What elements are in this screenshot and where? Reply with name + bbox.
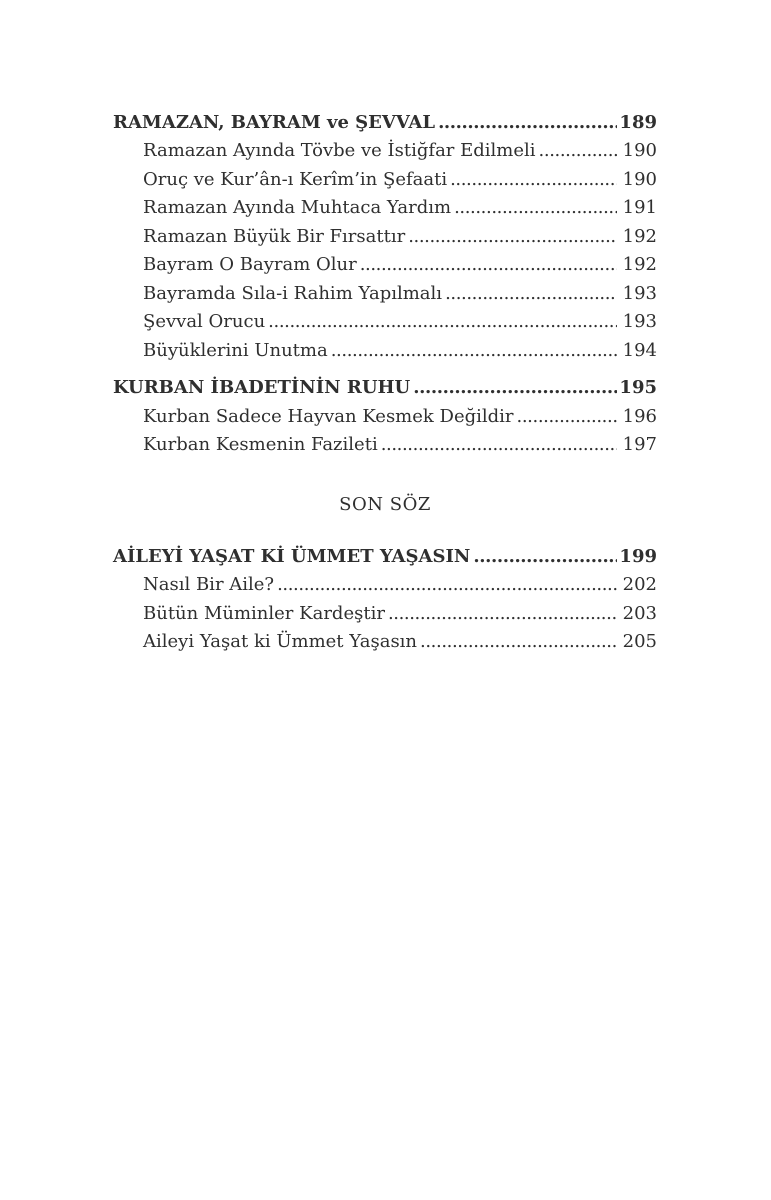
- toc-page-number: 197: [622, 433, 657, 455]
- toc-leader-dots: [360, 251, 617, 279]
- toc-leader-dots: [420, 628, 617, 656]
- toc-entry-title: AİLEYİ YAŞAT Kİ ÜMMET YAŞASIN: [113, 545, 471, 567]
- toc-leader-dots: [268, 308, 616, 336]
- toc-entry-title: KURBAN İBADETİNİN RUHU: [113, 377, 411, 399]
- toc-entry-title: Bütün Müminler Kardeştir: [143, 602, 385, 624]
- toc-leader-dots: [438, 109, 617, 137]
- toc-entry: [113, 337, 657, 365]
- toc-entry-title: Büyüklerini Unutma: [143, 339, 328, 361]
- toc-entry-title: Kurban Kesmenin Fazileti: [143, 433, 378, 455]
- toc-entry: [113, 543, 657, 571]
- toc-page-number: 190: [622, 140, 657, 162]
- toc-entry: [113, 166, 657, 194]
- toc-page-number: 196: [622, 405, 657, 427]
- toc-entry: [113, 223, 657, 251]
- toc-page-number: 190: [622, 168, 657, 190]
- toc-entry-title: RAMAZAN, BAYRAM ve ŞEVVAL: [113, 112, 436, 133]
- toc-leader-dots: [277, 571, 617, 599]
- toc-leader-dots: [473, 543, 617, 571]
- toc-entry: [113, 628, 657, 656]
- toc-page-number: 195: [619, 377, 657, 399]
- toc-page-number: 202: [622, 574, 657, 596]
- toc-entry: [113, 308, 657, 336]
- toc-leader-dots: [539, 137, 617, 165]
- toc-entry-title: Bayramda Sıla-i Rahim Yapılmalı: [143, 282, 443, 304]
- toc-page-number: 189: [619, 112, 657, 133]
- toc-leader-dots: [408, 223, 616, 251]
- toc-entry: [113, 280, 657, 308]
- table-of-contents: [113, 109, 657, 657]
- toc-entry-title: Ramazan Büyük Bir Fırsattır: [143, 225, 406, 247]
- section-divider-heading: SON SÖZ: [339, 494, 431, 516]
- toc-entry: [113, 194, 657, 222]
- toc-entry-title: Bayram O Bayram Olur: [143, 254, 357, 276]
- toc-page-number: 192: [622, 254, 657, 276]
- toc-entry: [113, 571, 657, 599]
- toc-entry-title: Aileyi Yaşat ki Ümmet Yaşasın: [143, 631, 418, 653]
- toc-entry: [113, 137, 657, 165]
- toc-page-number: 191: [622, 197, 657, 219]
- toc-entry-title: Ramazan Ayında Tövbe ve İstiğfar Edilmeli: [143, 140, 536, 162]
- toc-leader-dots: [381, 431, 617, 459]
- toc-page-number: 193: [622, 311, 657, 333]
- toc-page-number: 192: [622, 225, 657, 247]
- toc-entry-title: Ramazan Ayında Muhtaca Yardım: [143, 197, 452, 219]
- toc-leader-dots: [388, 600, 617, 628]
- toc-page-number: 194: [622, 339, 657, 361]
- toc-entry: [113, 431, 657, 459]
- toc-page-number: 193: [622, 282, 657, 304]
- toc-leader-dots: [450, 166, 617, 194]
- toc-entry-title: Oruç ve Kur’ân-ı Kerîm’in Şefaati: [143, 168, 448, 190]
- toc-entry: [113, 251, 657, 279]
- toc-leader-dots: [454, 194, 617, 222]
- toc-leader-dots: [445, 280, 617, 308]
- toc-page-number: 205: [622, 631, 657, 653]
- toc-page-number: 199: [619, 545, 657, 567]
- toc-entry-title: Şevval Orucu: [143, 311, 266, 333]
- toc-entry: [113, 109, 657, 137]
- toc-leader-dots: [331, 337, 617, 365]
- toc-entry-title: Kurban Sadece Hayvan Kesmek Değildir: [143, 405, 514, 427]
- toc-leader-dots: [413, 374, 617, 402]
- toc-entry-title: Nasıl Bir Aile?: [143, 574, 275, 596]
- toc-page-number: 203: [622, 602, 657, 624]
- toc-entry: [113, 403, 657, 431]
- toc-leader-dots: [517, 403, 617, 431]
- toc-entry: [113, 374, 657, 402]
- toc-entry: [113, 600, 657, 628]
